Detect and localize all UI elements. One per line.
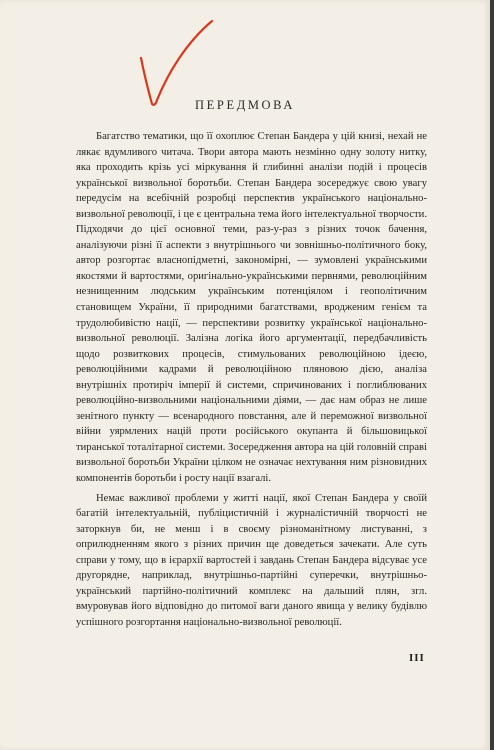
paragraph-1: Багатство тематики, що її охоплює Степан Бандера у цій книзі, нехай не лякає вдумливого читача. Твори автора мають незмінно одну золоту нитку, яка проходить крізь усі міркування й глибинні аналізи подій і процесів української визвольної боротьби. Степан Бандера зосереджує свою увагу передусім на всебічній розробці перспектив українського національно-визвольної революції, і це є центральна тема його інтелектуальної творчости. Підходячи до цієї основної теми, раз-у-раз з різних точок бачення, аналізуючи різні її аспекти з внутрішнього чи зовнішньо-політичного боку, автор розгортає власнопідметні, закономірні, — зумовлені українськими якостями й вартостями, оригінально-українськими первнями, революційним незнищенним людським українським потенціялом і геополітичним становищем України, її природними багатствами, вродженим генієм та трудолюбивістю нації, — перспективи розвитку української національно-визвольної революції. Залізна логіка його аргументації, передбачливість щодо розвиткових процесів, стимульованих революційною ідеєю, революційними кадрами й революційною пляновою дією, аналіза внутрішніх протиріч імперії й системи, спричинованих і поглиблюваних революційно-визвольними національними діями, — дає нам образ не лише зенітного пункту — всенародного повстання, але й переможної визвольної війни уярмлених націй проти російського окупанта й більшовицької тиранської тоталітарної системи. Зосередження автора на цій головній справі визвольної боротьби України цілком не означає нехтування ним різновидних компонентів боротьби і росту нації взагалі. — [76, 131, 427, 485]
page-edge — [490, 0, 494, 750]
body-text — [76, 129, 427, 631]
page-title: ПЕРЕДМОВА — [195, 98, 295, 112]
paragraph-2: Немає важливої проблеми у житті нації, якої Степан Бандера у своїй багатій інтелектуальній, публіцистичній і журналістичній творчості не заторкнув би, не менш і в своєму різноманітному листуванні, з оприлюдненням якого з різних причин ще доведеться зачекати. Але суть справи у тому, що в ієрархії вартостей і завдань Степан Бандера відсуває усе другорядне, наприклад, внутрішньо-партійні суперечки, внутрішньо-український партійно-політичний комплекс на дальший плян, згл. вмуровував його відповідно до питомої ваги даного явища у велику будівлю успішного розгортання національно-визвольної революції. — [76, 492, 427, 628]
checkmark-icon — [138, 18, 218, 110]
page-number: III — [409, 652, 425, 664]
